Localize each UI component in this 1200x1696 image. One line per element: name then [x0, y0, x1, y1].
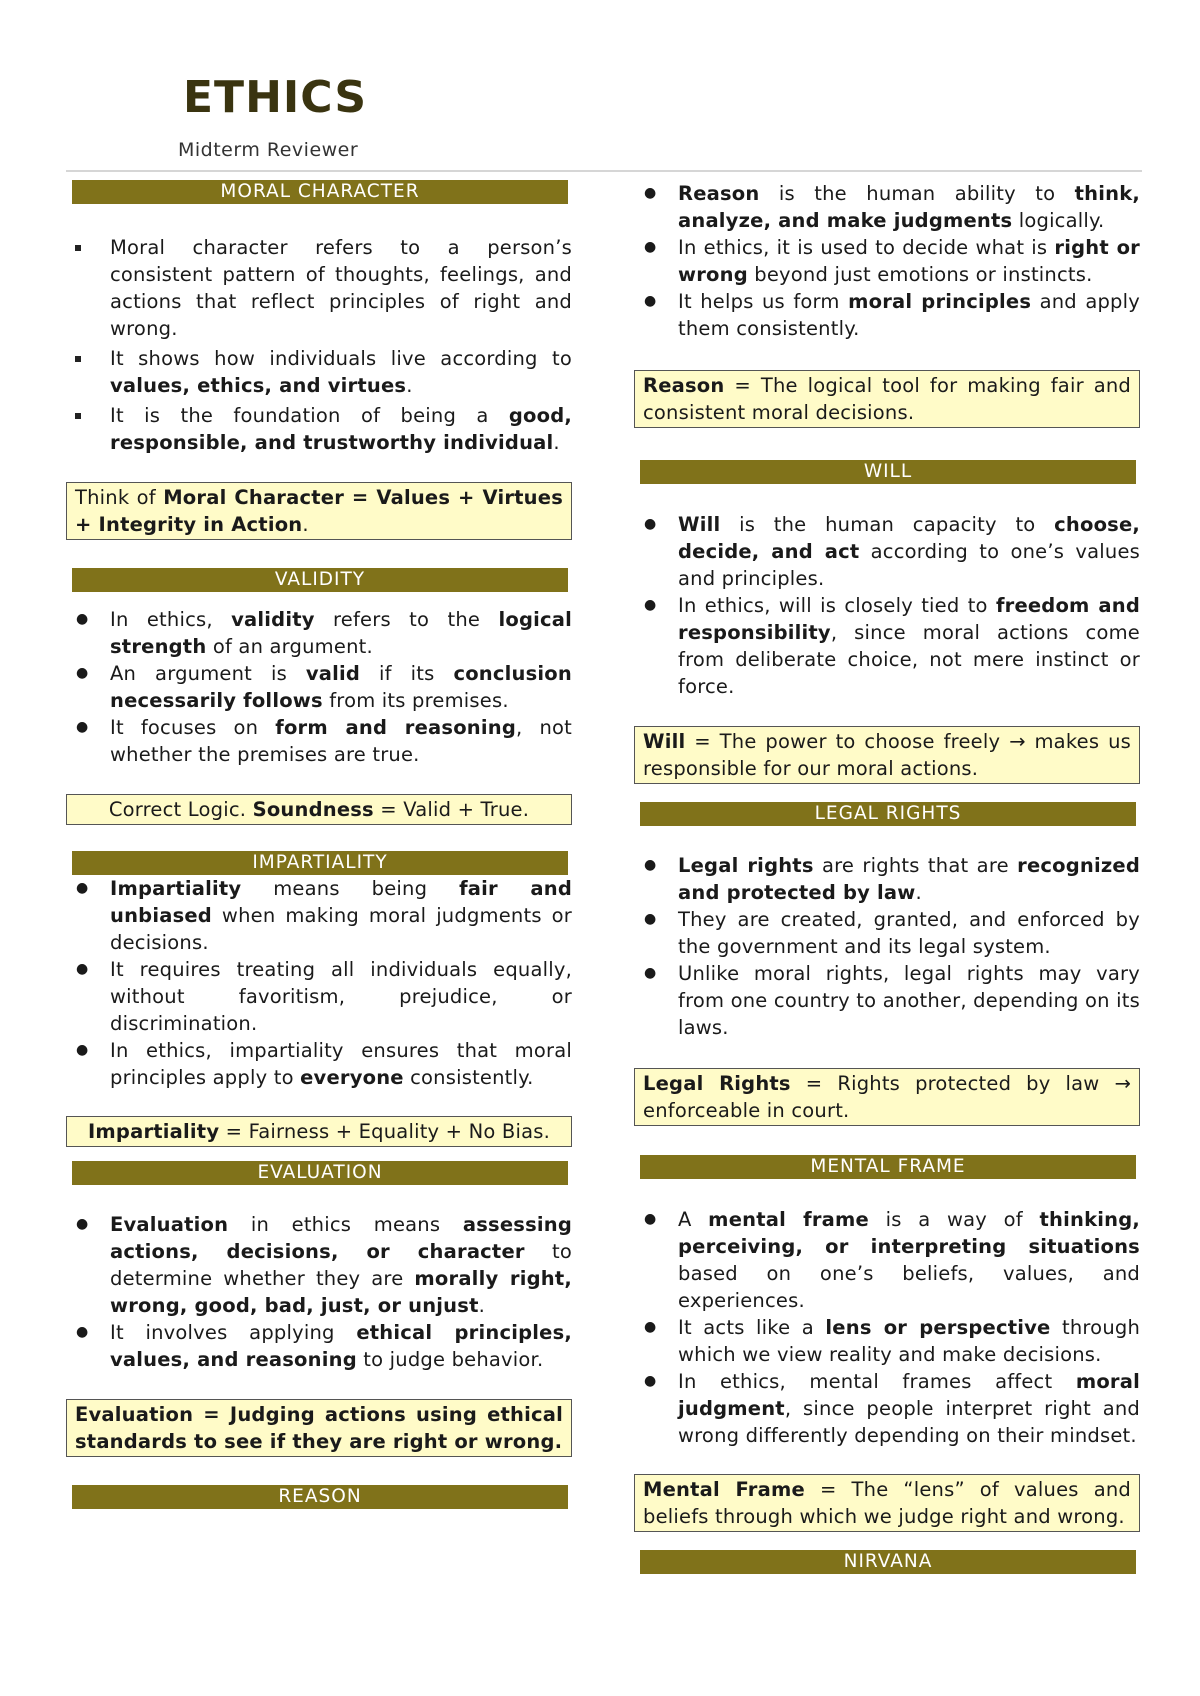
list-item: ● It focuses on form and reasoning, not whether the premises are true.: [76, 716, 572, 766]
validity-summary-box: Correct Logic. Soundness = Valid + True.: [66, 794, 572, 825]
bullet-icon: ●: [644, 965, 657, 981]
bullet-icon: ●: [76, 1216, 89, 1232]
validity-list: [66, 606, 572, 768]
mental-frame-list: [634, 1206, 1140, 1449]
list-item: ● It involves applying ethical principles, values, and reasoning to judge behavior.: [76, 1321, 572, 1371]
list-item: ● In ethics, validity refers to the logical strength of an argument.: [76, 608, 572, 658]
list-item: ● It acts like a lens or perspective through which we view reality and make decisions.: [644, 1316, 1141, 1366]
list-item: ● In ethics, impartiality ensures that moral principles apply to everyone consistently.: [76, 1039, 572, 1089]
evaluation-list: [66, 1211, 572, 1373]
will-summary-box: Will = The power to choose freely → makes us responsible for our moral actions.: [634, 726, 1140, 784]
list-item: It shows how individuals live according to values, ethics, and virtues.: [66, 345, 572, 399]
moral-character-summary-box: Think of Moral Character = Values + Virtues + Integrity in Action.: [66, 482, 572, 540]
validity-heading: VALIDITY: [72, 568, 568, 592]
impartiality-heading: IMPARTIALITY: [72, 851, 568, 875]
list-item: ● Will is the human capacity to choose, decide, and act according to one’s values and principles.: [644, 513, 1140, 590]
moral-character-heading: MORAL CHARACTER: [72, 180, 568, 204]
bullet-icon: ●: [76, 880, 89, 896]
list-item: ● Impartiality means being fair and unbiased when making moral judgments or decisions.: [76, 877, 572, 954]
list-item: ● In ethics, will is closely tied to freedom and responsibility, since moral actions come from deliberate choice, not mere instinct or force.: [644, 594, 1141, 698]
evaluation-heading: EVALUATION: [72, 1161, 568, 1185]
moral-character-list: [66, 234, 572, 456]
list-item: ● Legal rights are rights that are recognized and protected by law.: [644, 854, 1140, 904]
list-item: ● Evaluation in ethics means assessing actions, decisions, or character to determine whether they are morally right, wrong, good, bad, just, or unjust.: [76, 1213, 573, 1317]
list-item: ● In ethics, it is used to decide what is right or wrong beyond just emotions or instincts.: [644, 236, 1140, 286]
will-heading: WILL: [640, 460, 1136, 484]
bullet-icon: ●: [644, 239, 657, 255]
page-subtitle: Midterm Reviewer: [178, 139, 359, 161]
evaluation-summary-box: Evaluation = Judging actions using ethical standards to see if they are right or wrong.: [66, 1399, 572, 1457]
legal-rights-summary-box: Legal Rights = Rights protected by law → enforceable in court.: [634, 1068, 1140, 1126]
mental-frame-heading: MENTAL FRAME: [640, 1155, 1136, 1179]
bullet-icon: ●: [76, 719, 89, 735]
legal-rights-list: [634, 852, 1140, 1041]
left-column: [66, 180, 572, 1509]
square-bullet-icon: [75, 413, 81, 419]
list-item: It is the foundation of being a good, responsible, and trustworthy individual.: [66, 402, 572, 456]
bullet-icon: ●: [644, 1373, 657, 1389]
reason-summary-box: Reason = The logical tool for making fair and consistent moral decisions.: [634, 370, 1140, 428]
right-column: [634, 180, 1140, 1574]
bullet-icon: ●: [644, 185, 657, 201]
bullet-icon: ●: [76, 665, 89, 681]
page-title: ETHICS: [183, 72, 368, 123]
list-item: ● They are created, granted, and enforced by the government and its legal system.: [644, 908, 1140, 958]
list-item: ● Reason is the human ability to think, analyze, and make judgments logically.: [644, 182, 1140, 232]
list-item: ● A mental frame is a way of thinking, perceiving, or interpreting situations based on one’s beliefs, values, and experiences.: [644, 1208, 1140, 1312]
bullet-icon: ●: [644, 1211, 657, 1227]
will-list: [634, 511, 1140, 700]
list-item: ● It helps us form moral principles and apply them consistently.: [644, 290, 1140, 340]
reason-heading: REASON: [72, 1485, 568, 1509]
bullet-icon: ●: [644, 911, 657, 927]
list-item: ● It requires treating all individuals equally, without favoritism, prejudice, or discrimination.: [76, 958, 572, 1035]
bullet-icon: ●: [644, 293, 657, 309]
list-item: ● An argument is valid if its conclusion necessarily follows from its premises.: [76, 662, 572, 712]
bullet-icon: ●: [76, 1042, 89, 1058]
bullet-icon: ●: [644, 516, 657, 532]
square-bullet-icon: [75, 245, 81, 251]
list-item: Moral character refers to a person’s consistent pattern of thoughts, feelings, and actions that reflect principles of right and wrong.: [66, 234, 572, 342]
nirvana-heading: NIRVANA: [640, 1550, 1136, 1574]
list-item: ● Unlike moral rights, legal rights may vary from one country to another, depending on its laws.: [644, 962, 1140, 1039]
list-item: ● In ethics, mental frames affect moral judgment, since people interpret right and wrong differently depending on their mindset.: [644, 1370, 1140, 1447]
bullet-icon: ●: [644, 1319, 657, 1335]
legal-rights-heading: LEGAL RIGHTS: [640, 802, 1136, 826]
bullet-icon: ●: [644, 597, 657, 613]
bullet-icon: ●: [76, 611, 89, 627]
impartiality-summary-box: Impartiality = Fairness + Equality + No Bias.: [66, 1116, 572, 1147]
header-divider: [66, 170, 1142, 172]
square-bullet-icon: [75, 356, 81, 362]
reason-list: [634, 180, 1140, 342]
bullet-icon: ●: [76, 961, 89, 977]
impartiality-list: [66, 875, 572, 1091]
bullet-icon: ●: [76, 1324, 89, 1340]
bullet-icon: ●: [644, 857, 657, 873]
mental-frame-summary-box: Mental Frame = The “lens” of values and beliefs through which we judge right and wrong.: [634, 1474, 1140, 1532]
